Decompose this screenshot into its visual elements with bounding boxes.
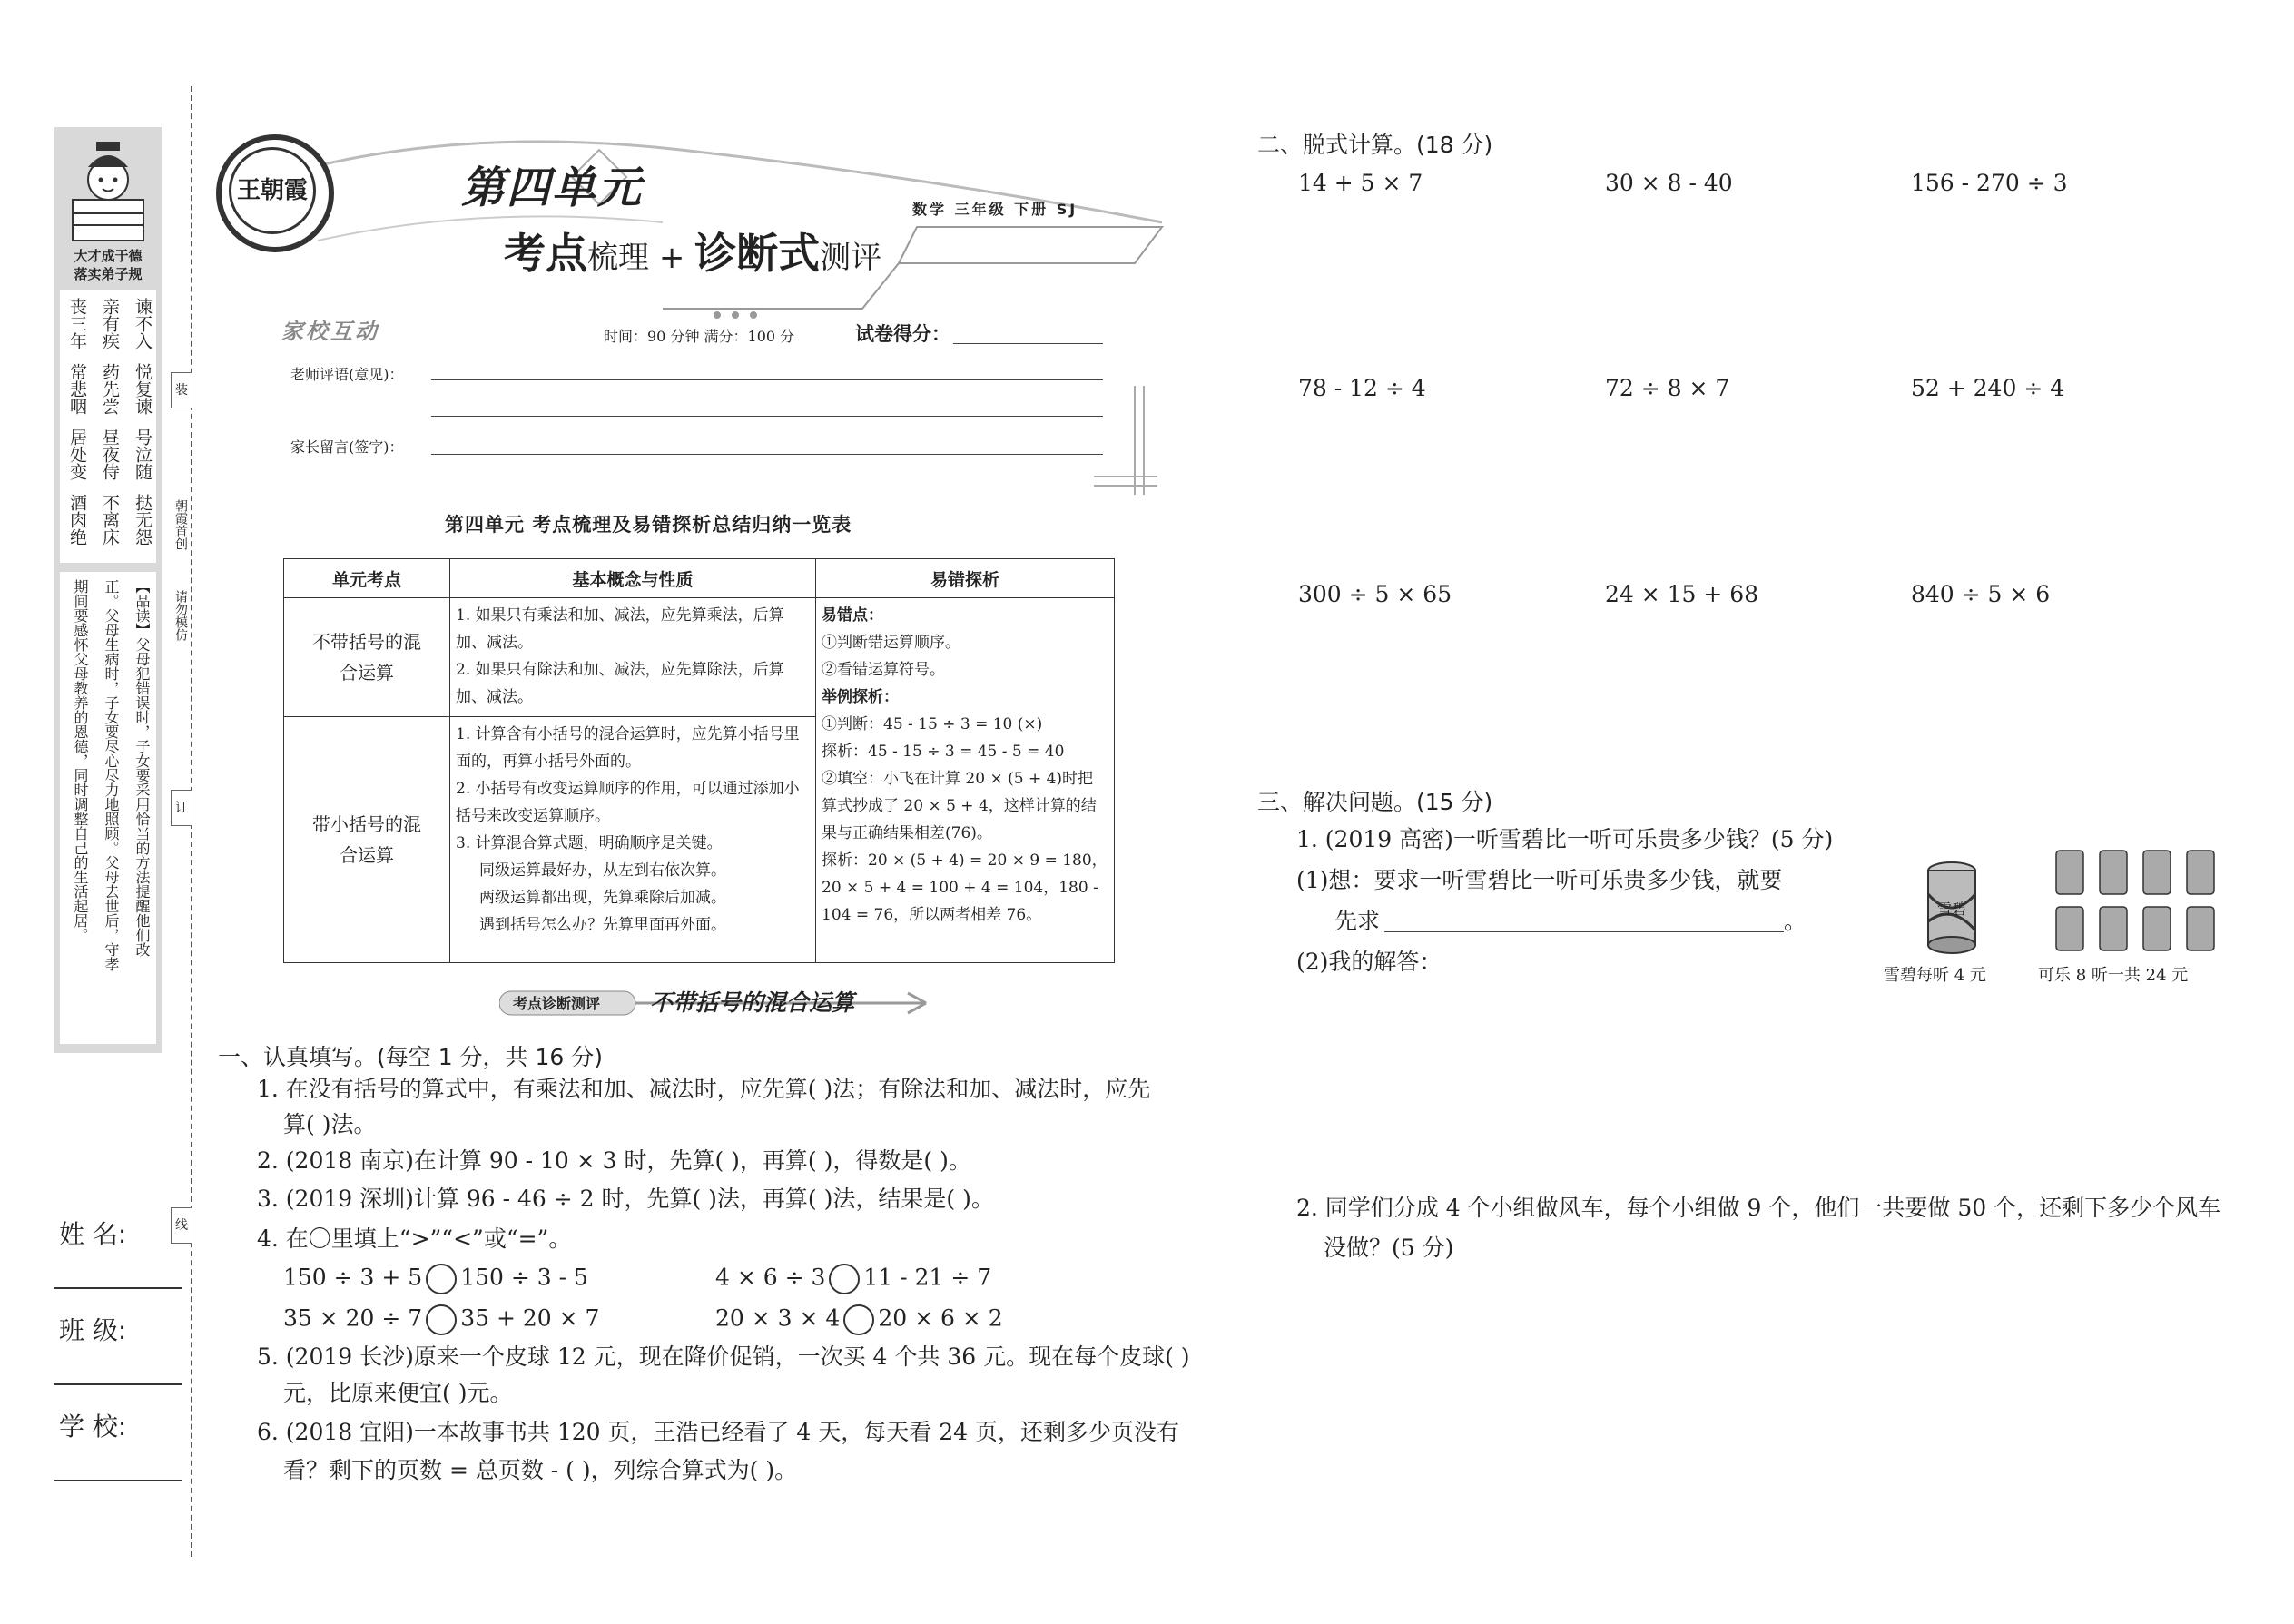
- subject-grade: 数学 三年级 下册 SJ: [912, 201, 1078, 218]
- section1-title: 一、认真填写。(每空 1 分，共 16 分): [218, 1044, 604, 1070]
- cola-caption: 可乐 8 听一共 24 元: [2038, 966, 2189, 985]
- sidebar-poem: [60, 290, 156, 563]
- class-field[interactable]: [54, 1383, 182, 1385]
- name-field[interactable]: [54, 1287, 182, 1289]
- sprite-can-label: 雪碧: [1936, 901, 1967, 918]
- score-label: 试卷得分：: [855, 323, 950, 345]
- question-5: 5. (2019 长沙)原来一个皮球 12 元，现在降价促销，一次买 4 个共 36 元。现在每个皮球( ): [257, 1343, 1190, 1370]
- poem-col: 号泣随: [133, 428, 153, 480]
- concept-cell: 1. 如果只有乘法和加、减法，应先算乘法，后算加、减法。 2. 如果只有除法和加、减法，应先算除法，后算加、减法。: [450, 598, 816, 717]
- poem-col: 谏不入: [133, 298, 153, 349]
- poem-col: 药先尝: [100, 363, 120, 415]
- question-4: 4. 在〇里填上“>”“<”或“=”。: [257, 1225, 572, 1252]
- calc-item: 300 ÷ 5 × 65: [1298, 581, 1452, 607]
- table-header: 易错探析: [816, 559, 1115, 598]
- question-5-cont: 元，比原来便宜( )元。: [283, 1380, 513, 1406]
- school-field[interactable]: [54, 1480, 182, 1481]
- mascot-icon: [62, 136, 154, 245]
- page-subtitle: 考点梳理 + 诊断式测评: [504, 229, 882, 278]
- name-label: 姓 名:: [59, 1219, 127, 1249]
- compare-item: 4 × 6 ÷ 3 11 - 21 ÷ 7: [715, 1264, 991, 1294]
- question-2: 2. (2018 南京)在计算 90 - 10 × 3 时，先算( )，再算( )，得数是( )。: [257, 1147, 971, 1174]
- cut-note: 请勿模仿: [173, 590, 188, 641]
- table-header: 基本概念与性质: [450, 559, 816, 598]
- calc-item: 30 × 8 - 40: [1605, 170, 1733, 196]
- parent-comment-field[interactable]: [431, 454, 1103, 455]
- brand-logo: [216, 134, 334, 252]
- table-row: [284, 598, 1115, 717]
- score-field[interactable]: [953, 343, 1103, 344]
- problem-1-think-end: 。: [1784, 908, 1807, 934]
- brand-logo-text: 王朝霞: [229, 147, 316, 234]
- class-label: 班 级:: [59, 1315, 127, 1345]
- calc-item: 24 × 15 + 68: [1605, 581, 1759, 607]
- question-1: 1. 在没有括号的算式中，有乘法和加、减法时，应先算( )法；有除法和加、减法时，应先: [257, 1076, 1151, 1102]
- banner-tag: 考点诊断测评: [513, 995, 601, 1012]
- compare-item: 20 × 3 × 4 20 × 6 × 2: [715, 1304, 1003, 1335]
- poem-col: 不离床: [100, 494, 120, 546]
- compare-circle[interactable]: [426, 1264, 457, 1294]
- problem-1: 1. (2019 高密)一听雪碧比一听可乐贵多少钱？(5 分): [1296, 826, 1834, 852]
- table-header: 单元考点: [284, 559, 450, 598]
- cola-cans-icon: [2052, 849, 2229, 956]
- sprite-caption: 雪碧每听 4 元: [1884, 966, 1986, 985]
- teacher-comment-field[interactable]: [431, 379, 1103, 380]
- home-school-tag: 家校互动: [281, 319, 379, 344]
- unit-cell: 带小括号的混合运算: [284, 717, 450, 963]
- poem-col: 昼夜侍: [100, 428, 120, 480]
- quote-col: 期间要感怀父母教养的恩德，同时调整自己的生活起居。: [72, 579, 89, 942]
- unit-cell: 不带括号的混合运算: [284, 598, 450, 717]
- calc-item: 156 - 270 ÷ 3: [1911, 170, 2068, 196]
- quote-col: 正。父母生病时，子女要尽心尽力地照顾。父母去世后，守孝: [103, 579, 120, 971]
- corner-decoration: [1089, 381, 1162, 499]
- time-score-info: 时间：90 分钟 满分：100 分: [604, 328, 795, 345]
- summary-table-title: 第四单元 考点梳理及易错探析总结归纳一览表: [445, 514, 852, 536]
- page-title: 第四单元: [461, 162, 644, 213]
- problem-1-answer: (2)我的解答：: [1296, 949, 1442, 975]
- banner-title: 不带括号的混合运算: [650, 989, 855, 1016]
- section2-title: 二、脱式计算。(18 分): [1257, 132, 1493, 158]
- calc-item: 840 ÷ 5 × 6: [1911, 581, 2051, 607]
- poem-col: 常悲咽: [67, 363, 87, 415]
- compare-circle[interactable]: [843, 1304, 874, 1335]
- section3-title: 三、解决问题。(15 分): [1257, 789, 1493, 815]
- problem-1-think-cont: 先求: [1334, 908, 1381, 934]
- compare-item: 35 × 20 ÷ 7 35 + 20 × 7: [283, 1304, 599, 1335]
- sidebar: [54, 127, 162, 1053]
- question-3: 3. (2019 深圳)计算 96 - 46 ÷ 2 时，先算( )法，再算( )法，结果是( )。: [257, 1186, 994, 1212]
- calc-item: 14 + 5 × 7: [1298, 170, 1423, 196]
- question-1-cont: 算( )法。: [283, 1111, 377, 1137]
- problem-2: 2. 同学们分成 4 个小组做风车，每个小组做 9 个，他们一共要做 50 个，还剩下多少个风车: [1296, 1195, 2221, 1221]
- question-6-cont: 看？剩下的页数 = 总页数 - ( )，列综合算式为( )。: [283, 1457, 798, 1483]
- cut-label: 订: [171, 790, 192, 826]
- concept-cell: 1. 计算含有小括号的混合运算时，应先算小括号里面的，再算小括号外面的。 2. 小括号有改变运算顺序的作用，可以通过添加小括号来改变运算顺序。 3. 计算混合算式题，明确顺序是关键。 同级运算最好办，从左到右依次算。 两级运算都出现，先算乘除后加减。 遇到括号怎么办？先算里面再外面。: [450, 717, 816, 963]
- poem-col: 亲有疾: [100, 298, 120, 349]
- poem-col: 居处变: [67, 428, 87, 480]
- sidebar-quote: [60, 572, 156, 1044]
- quote-col: 【品读】父母犯错误时，子女要采用恰当的方法提醒他们改: [133, 579, 151, 957]
- error-cell: 易错点： ①判断错运算顺序。 ②看错运算符号。 举例探析： ①判断：45 - 15 ÷ 3 = 10 (×) 探析：45 - 15 ÷ 3 = 45 - 5 = 40 ②填空：小飞在计算 20 × (5 + 4)时把算式抄成了 20 × 5 + 4，这样计算的结果与正确结果相差(76)。 探析：20 × (5 + 4) = 20 × 9 = 180，20 × 5 + 4 = 100 + 4 = 104，180 - 104 = 76，所以两者相差 76。: [816, 598, 1115, 963]
- cut-label: 装: [171, 372, 192, 408]
- cut-note: 朝霞首创: [173, 499, 188, 550]
- problem-2-cont: 没做？(5 分): [1324, 1235, 1454, 1261]
- calc-item: 52 + 240 ÷ 4: [1911, 375, 2065, 401]
- think-answer-field[interactable]: [1384, 931, 1784, 932]
- poem-col: 挞无怨: [133, 494, 153, 546]
- sidebar-motto: 大才成于德 落实弟子规: [74, 248, 143, 282]
- poem-col: 丧三年: [67, 298, 87, 349]
- question-6: 6. (2018 宜阳)一本故事书共 120 页，王浩已经看了 4 天，每天看 24 页，还剩多少页没有: [257, 1419, 1179, 1445]
- sprite-can-icon: [1915, 858, 1988, 958]
- compare-circle[interactable]: [829, 1264, 860, 1294]
- teacher-comment-field-2[interactable]: [431, 416, 1103, 417]
- calc-item: 72 ÷ 8 × 7: [1605, 375, 1730, 401]
- parent-comment-label: 家长留言(签字)：: [290, 438, 404, 456]
- school-label: 学 校:: [59, 1412, 127, 1442]
- poem-col: 悦复谏: [133, 363, 153, 415]
- cut-label: 线: [171, 1207, 192, 1244]
- teacher-comment-label: 老师评语(意见)：: [290, 366, 404, 383]
- poem-col: 酒肉绝: [67, 494, 87, 546]
- problem-1-think: (1)想：要求一听雪碧比一听可乐贵多少钱，就要: [1296, 867, 1783, 893]
- compare-circle[interactable]: [426, 1304, 457, 1335]
- compare-item: 150 ÷ 3 + 5 150 ÷ 3 - 5: [283, 1264, 588, 1294]
- summary-table: [283, 558, 1115, 963]
- calc-item: 78 - 12 ÷ 4: [1298, 375, 1426, 401]
